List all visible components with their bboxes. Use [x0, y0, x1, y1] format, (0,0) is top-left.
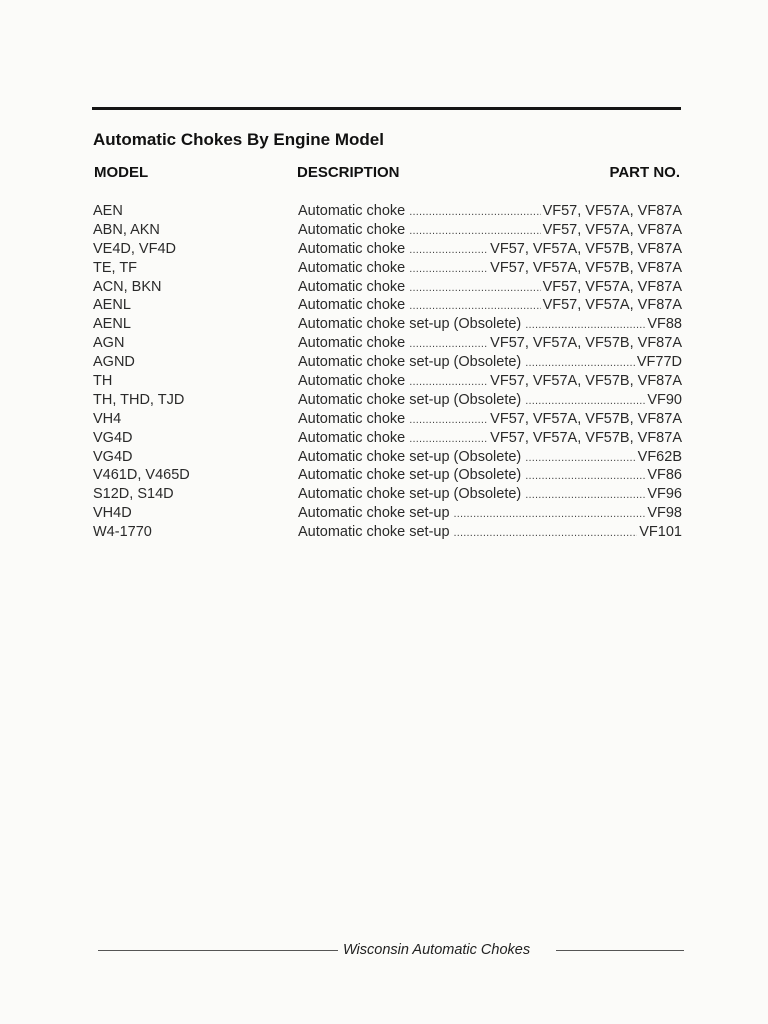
description-cell: Automatic choke set-up (Obsolete) [298, 354, 522, 371]
model-cell: V461D, V465D [93, 467, 190, 484]
model-cell: AEN [93, 203, 123, 219]
description-line [298, 391, 682, 410]
dot-leader [525, 354, 635, 372]
parts-table [0, 202, 768, 542]
model-cell: AENL [93, 316, 131, 333]
part-no-cell: VF77D [636, 354, 682, 371]
description-cell: Automatic choke [298, 240, 406, 257]
model-cell: AGND [93, 354, 135, 371]
dot-leader [409, 297, 540, 315]
model-cell: TH, THD, TJD [93, 391, 185, 408]
description-line [298, 372, 682, 391]
dot-leader [454, 505, 646, 523]
description-cell: Automatic choke [298, 335, 406, 352]
dot-leader [409, 203, 540, 221]
model-cell: VG4D [93, 448, 133, 465]
table-row [0, 278, 768, 297]
description-cell: Automatic choke [298, 221, 406, 238]
table-row [0, 240, 768, 259]
table-row [0, 315, 768, 334]
dot-leader [525, 392, 645, 410]
column-header-model: MODEL [94, 164, 149, 181]
part-no-cell: VF101 [639, 524, 682, 541]
description-cell: Automatic choke [298, 203, 406, 219]
dot-leader [409, 430, 488, 448]
description-line [298, 259, 682, 278]
table-row [0, 334, 768, 353]
dot-leader [525, 467, 645, 485]
part-no-cell: VF90 [647, 391, 682, 408]
part-no-cell: VF57, VF57A, VF87A [542, 203, 682, 219]
footer-title: Wisconsin Automatic Chokes [343, 942, 531, 958]
description-line [298, 353, 682, 372]
model-cell: VG4D [93, 429, 133, 446]
table-row [0, 296, 768, 315]
model-cell: TH [93, 373, 113, 390]
description-line [298, 504, 682, 523]
table-row [0, 372, 768, 391]
description-line [298, 466, 682, 485]
dot-leader [454, 524, 638, 542]
description-cell: Automatic choke set-up (Obsolete) [298, 391, 522, 408]
description-cell: Automatic choke [298, 373, 406, 390]
table-row [0, 504, 768, 523]
description-line [298, 221, 682, 240]
part-no-cell: VF88 [647, 316, 682, 333]
table-row [0, 259, 768, 278]
table-row [0, 353, 768, 372]
dot-leader [525, 449, 635, 467]
part-no-cell: VF57, VF57A, VF57B, VF87A [490, 259, 682, 276]
description-line [298, 334, 682, 353]
page-title: Automatic Chokes By Engine Model [93, 130, 384, 149]
model-cell: S12D, S14D [93, 486, 174, 503]
model-cell: VH4D [93, 505, 132, 522]
dot-leader [525, 316, 645, 334]
part-no-cell: VF96 [647, 486, 682, 503]
description-line [298, 315, 682, 334]
table-row [0, 202, 768, 221]
part-no-cell: VF57, VF57A, VF57B, VF87A [490, 240, 682, 257]
dot-leader [409, 279, 540, 297]
table-row [0, 221, 768, 240]
column-header-part-no: PART NO. [609, 164, 680, 181]
dot-leader [409, 373, 488, 391]
part-no-cell: VF57, VF57A, VF87A [542, 278, 682, 295]
dot-leader [525, 486, 645, 504]
description-line [298, 296, 682, 315]
part-no-cell: VF86 [647, 467, 682, 484]
description-line [298, 523, 682, 542]
table-row [0, 410, 768, 429]
footer-rule-left [98, 950, 338, 951]
description-line [298, 485, 682, 504]
table-row [0, 391, 768, 410]
description-line [298, 410, 682, 429]
description-line [298, 240, 682, 259]
description-line [298, 202, 682, 221]
dot-leader [409, 222, 540, 240]
dot-leader [409, 260, 488, 278]
description-cell: Automatic choke set-up [298, 524, 450, 541]
dot-leader [409, 411, 488, 429]
description-cell: Automatic choke set-up (Obsolete) [298, 316, 522, 333]
description-line [298, 278, 682, 297]
description-cell: Automatic choke set-up [298, 505, 450, 522]
description-cell: Automatic choke set-up (Obsolete) [298, 486, 522, 503]
footer-rule-right [556, 950, 684, 951]
table-row [0, 429, 768, 448]
column-header-description: DESCRIPTION [297, 164, 400, 181]
model-cell: AENL [93, 297, 131, 314]
table-row [0, 466, 768, 485]
model-cell: W4-1770 [93, 524, 152, 541]
part-no-cell: VF62B [637, 448, 682, 465]
model-cell: VH4 [93, 410, 122, 427]
model-cell: ACN, BKN [93, 278, 162, 295]
part-no-cell: VF57, VF57A, VF57B, VF87A [490, 410, 682, 427]
part-no-cell: VF57, VF57A, VF57B, VF87A [490, 335, 682, 352]
table-row [0, 485, 768, 504]
description-cell: Automatic choke [298, 410, 406, 427]
description-cell: Automatic choke [298, 297, 406, 314]
part-no-cell: VF57, VF57A, VF87A [542, 221, 682, 238]
description-line [298, 448, 682, 467]
description-cell: Automatic choke [298, 429, 406, 446]
dot-leader [409, 241, 488, 259]
top-rule [92, 107, 681, 110]
part-no-cell: VF57, VF57A, VF57B, VF87A [490, 373, 682, 390]
model-cell: AGN [93, 335, 125, 352]
model-cell: ABN, AKN [93, 221, 160, 238]
description-cell: Automatic choke set-up (Obsolete) [298, 448, 522, 465]
part-no-cell: VF57, VF57A, VF57B, VF87A [490, 429, 682, 446]
description-cell: Automatic choke [298, 278, 406, 295]
dot-leader [409, 335, 488, 353]
table-row [0, 523, 768, 542]
part-no-cell: VF98 [647, 505, 682, 522]
description-line [298, 429, 682, 448]
part-no-cell: VF57, VF57A, VF87A [542, 297, 682, 314]
model-cell: VE4D, VF4D [93, 240, 176, 257]
description-cell: Automatic choke set-up (Obsolete) [298, 467, 522, 484]
model-cell: TE, TF [93, 259, 138, 276]
description-cell: Automatic choke [298, 259, 406, 276]
table-row [0, 448, 768, 467]
